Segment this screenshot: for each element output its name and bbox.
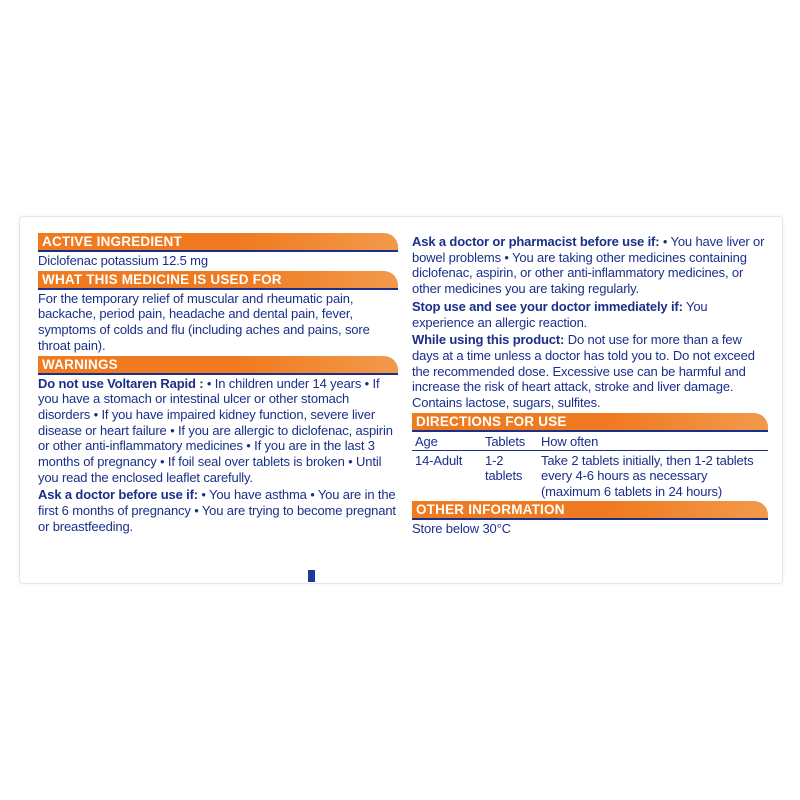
directions-header-how-often: How often — [538, 433, 768, 451]
while-using-label: While using this product: — [412, 332, 565, 348]
while-using-text: Do not use for more than a few days at a time unless a doctor has told you to. Do not exceed the recommended dose. Excessive use can be harmful and increase the risk of heart attack, stroke and liver damage. Contains lactose, sugars, sulfites. — [412, 332, 755, 411]
ask-doctor-paragraph — [38, 487, 398, 534]
other-info-heading: OTHER INFORMATION — [412, 501, 768, 520]
medicine-label-panel — [19, 216, 783, 584]
while-using-paragraph — [412, 332, 768, 411]
other-info-text: Store below 30°C — [412, 521, 511, 537]
ask-doctor-label: Ask a doctor before use if: — [38, 487, 198, 503]
ask-pharmacist-paragraph — [412, 234, 768, 297]
directions-how-often-cell: Take 2 tablets initially, then 1-2 tablets every 4-6 hours as necessary (maximum 6 tablets in 24 hours) — [541, 452, 754, 499]
directions-tablets-cell: 1-2 tablets — [485, 452, 523, 484]
warnings-heading: WARNINGS — [38, 356, 398, 375]
active-ingredient-heading: ACTIVE INGREDIENT — [38, 233, 398, 252]
use-text: For the temporary relief of muscular and rheumatic pain, backache, period pain, headache and dental pain, fever, symptoms of colds and flu (including aches and pains, sore throat pain). — [38, 290, 370, 353]
directions-table — [412, 433, 768, 502]
right-column — [412, 233, 768, 539]
directions-header-row — [412, 433, 768, 451]
use-heading: WHAT THIS MEDICINE IS USED FOR — [38, 271, 398, 290]
stop-use-text: You experience an allergic reaction. — [412, 298, 708, 330]
ask-doctor-text: • You have asthma • You are in the first 6 months of pregnancy • You are trying to become pregnant or breastfeeding. — [38, 487, 396, 534]
active-ingredient-text: Diclofenac potassium 12.5 mg — [38, 253, 208, 268]
directions-heading: DIRECTIONS FOR USE — [412, 413, 768, 432]
left-column — [38, 233, 398, 537]
directions-header-age: Age — [412, 433, 482, 451]
stop-use-paragraph — [412, 299, 768, 330]
stop-use-label: Stop use and see your doctor immediately if: — [412, 298, 683, 314]
ask-pharmacist-text: • You have liver or bowel problems • You are taking other medicines containing diclofenac, aspirin, or other anti-inflammatory medicines, or other medicines you are taking regularly. — [412, 234, 765, 297]
do-not-use-label: Do not use Voltaren Rapid : — [38, 375, 204, 391]
ask-pharmacist-label: Ask a doctor or pharmacist before use if: — [412, 234, 660, 249]
do-not-use-text: • In children under 14 years • If you have a stomach or intestinal ulcer or other stomach disorders • If you have impaired kidney function, severe liver disease or heart failure • If you are allergic to diclofenac, aspirin or other anti-inflammatory medicines • If you are in the last 3 months of pregnancy • If foil seal over tablets is broken • Until you read the enclosed leaflet carefully. — [38, 375, 393, 485]
directions-row — [412, 450, 768, 501]
directions-header-tablets: Tablets — [482, 433, 538, 451]
blue-marker — [308, 570, 315, 582]
directions-age-cell: 14-Adult — [415, 452, 463, 468]
do-not-use-paragraph — [38, 376, 398, 486]
